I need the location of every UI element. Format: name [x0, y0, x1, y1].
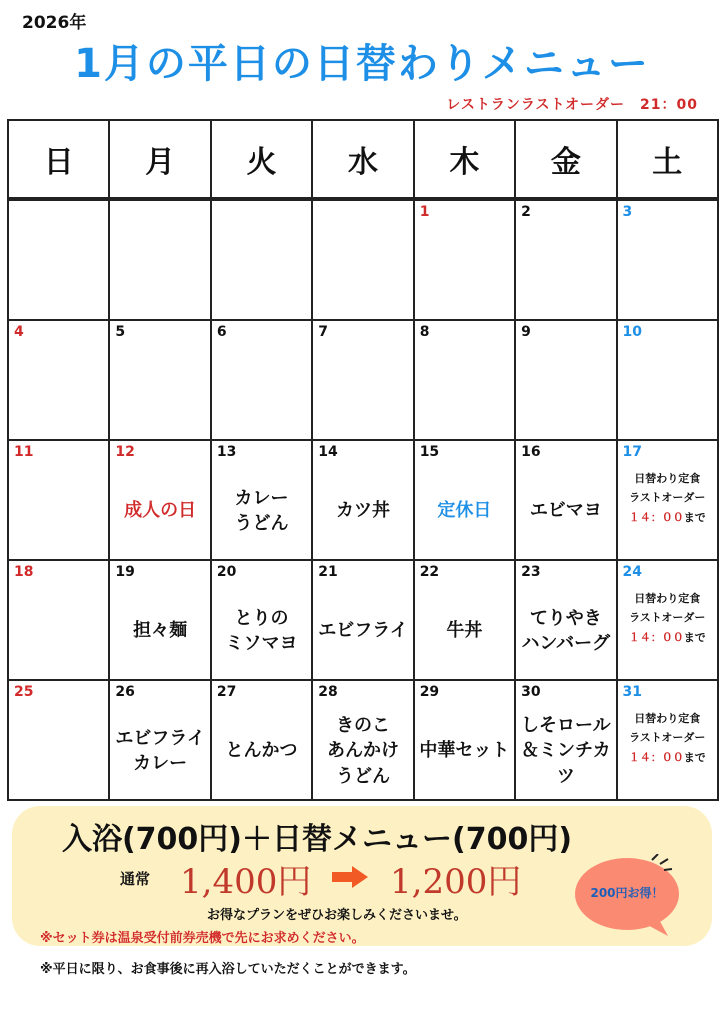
note-time: １４：００ [628, 510, 684, 524]
day-number: 7 [318, 324, 329, 340]
weekday-tue: 火 [211, 120, 312, 199]
day-number: 26 [115, 684, 135, 700]
calendar-day-cell [211, 440, 312, 560]
note-line: ラストオーダー [629, 491, 706, 505]
menu-item: きのこ あんかけ うどん [326, 715, 399, 787]
calendar-day-cell [312, 560, 413, 680]
day-number: 13 [216, 444, 237, 460]
year-label: 2026年 [22, 13, 87, 33]
day-number: 23 [521, 564, 541, 580]
menu-item: カレー うどん [234, 487, 289, 534]
menu-item: エビフライ [318, 620, 408, 642]
calendar-day-cell [211, 199, 312, 320]
calendar-day-cell [109, 680, 210, 800]
note-line: 日替わり定食 [634, 712, 701, 725]
note-suffix: まで [683, 630, 706, 644]
calendar-day-cell [617, 320, 718, 440]
calendar-day-cell [617, 680, 718, 800]
calendar-day-cell [109, 440, 210, 560]
page-title: 1月の平日の日替わりメニュー [74, 41, 650, 87]
plan-subtext: お得なプランをぜひお楽しみくださいませ。 [207, 908, 467, 923]
calendar-day-cell [109, 199, 210, 320]
day-number: 16 [521, 444, 541, 460]
calendar-day-cell [617, 199, 718, 320]
note-time: １４：００ [628, 750, 684, 764]
calendar-day-cell [211, 320, 312, 440]
menu-item: 成人の日 [124, 500, 197, 522]
calendar-week-row [8, 440, 718, 560]
calendar-day-cell [414, 440, 515, 560]
calendar-day-cell [8, 560, 109, 680]
calendar-day-cell [109, 560, 210, 680]
new-price: 1,200円 [390, 862, 522, 902]
note-line: 日替わり定食 [634, 592, 701, 605]
day-number: 21 [318, 564, 338, 580]
day-number: 28 [318, 684, 338, 700]
calendar-week-row [8, 320, 718, 440]
weekday-wed: 水 [312, 120, 413, 199]
calendar-day-cell [211, 680, 312, 800]
weekday-fri: 金 [515, 120, 616, 199]
day-number: 22 [419, 564, 440, 580]
menu-item: 定休日 [437, 500, 492, 522]
old-price: 1,400円 [180, 862, 312, 902]
calendar-day-cell [515, 320, 616, 440]
menu-item: しそロール ＆ミンチカツ [521, 715, 611, 787]
calendar-week-row [8, 199, 718, 320]
day-number: 3 [622, 204, 633, 220]
note-line: ラストオーダー [629, 731, 706, 745]
calendar-day-cell [8, 680, 109, 800]
day-number: 20 [216, 564, 237, 580]
calendar-day-cell [109, 320, 210, 440]
note-suffix: まで [683, 750, 706, 764]
day-number: 24 [622, 564, 643, 580]
weekday-thu: 木 [414, 120, 515, 199]
calendar-day-cell [312, 320, 413, 440]
day-number: 27 [216, 684, 237, 700]
calendar-day-cell [8, 440, 109, 560]
weekday-sat: 土 [617, 120, 718, 199]
calendar-day-cell [312, 199, 413, 320]
calendar-day-cell [211, 560, 312, 680]
day-number: 14 [318, 444, 338, 460]
note-line: 日替わり定食 [634, 472, 701, 485]
day-number: 8 [419, 324, 430, 340]
footer-note: ※平日に限り、お食事後に再入浴していただくことができます。 [40, 962, 416, 977]
weekend-lunch-note [618, 469, 717, 527]
menu-item: エビマヨ [529, 500, 602, 522]
weekend-lunch-note [618, 709, 717, 767]
day-number: 17 [622, 444, 643, 460]
day-number: 12 [115, 444, 135, 460]
day-number: 9 [521, 324, 531, 340]
day-number: 6 [216, 324, 227, 340]
calendar-day-cell [312, 440, 413, 560]
day-number: 10 [622, 324, 643, 340]
weekday-mon: 月 [109, 120, 210, 199]
note-line: ラストオーダー [629, 611, 706, 625]
calendar-table [7, 119, 719, 801]
calendar-week-row [8, 680, 718, 800]
menu-item: 牛丼 [446, 620, 483, 642]
menu-item: 担々麺 [133, 620, 188, 642]
calendar-day-cell [8, 320, 109, 440]
calendar-day-cell [414, 320, 515, 440]
day-number: 15 [419, 444, 440, 460]
day-number: 31 [622, 684, 643, 700]
weekday-header-row [8, 120, 718, 199]
day-number: 2 [521, 204, 531, 220]
calendar-day-cell [515, 680, 616, 800]
day-number: 29 [419, 684, 440, 700]
day-number: 4 [14, 324, 24, 340]
calendar-day-cell [515, 440, 616, 560]
day-number: 1 [419, 204, 430, 220]
menu-item: エビフライ カレー [115, 727, 205, 774]
calendar-day-cell [617, 440, 718, 560]
day-number: 11 [14, 444, 34, 460]
menu-item: 中華セット [419, 740, 510, 762]
menu-item: とりの ミソマヨ [225, 607, 298, 654]
ticket-warning: ※セット券は温泉受付前券売機で先にお求めください。 [40, 931, 365, 946]
day-number: 19 [115, 564, 135, 580]
menu-item: てりやき ハンバーグ [521, 607, 611, 654]
day-number: 5 [115, 324, 126, 340]
calendar-week-row [8, 560, 718, 680]
calendar-day-cell [8, 199, 109, 320]
weekday-sun: 日 [8, 120, 109, 199]
day-number: 18 [14, 564, 34, 580]
note-time: １４：００ [628, 630, 684, 644]
calendar-day-cell [515, 199, 616, 320]
note-suffix: まで [683, 510, 706, 524]
calendar-day-cell [515, 560, 616, 680]
set-plan-headline: 入浴(700円)＋日替メニュー(700円) [61, 822, 573, 857]
restaurant-last-order: レストランラストオーダー 21：00 [446, 97, 698, 113]
menu-item: カツ丼 [335, 500, 390, 522]
normal-price-label: 通常 [120, 870, 151, 888]
calendar-day-cell [312, 680, 413, 800]
calendar-day-cell [414, 199, 515, 320]
calendar-day-cell [414, 680, 515, 800]
weekend-lunch-note [618, 589, 717, 647]
day-number: 25 [14, 684, 34, 700]
menu-item: とんかつ [225, 740, 298, 762]
calendar-day-cell [617, 560, 718, 680]
savings-badge: 200円お得！ [590, 886, 664, 900]
arrow-right-icon [332, 866, 368, 888]
calendar-day-cell [414, 560, 515, 680]
day-number: 30 [521, 684, 541, 700]
